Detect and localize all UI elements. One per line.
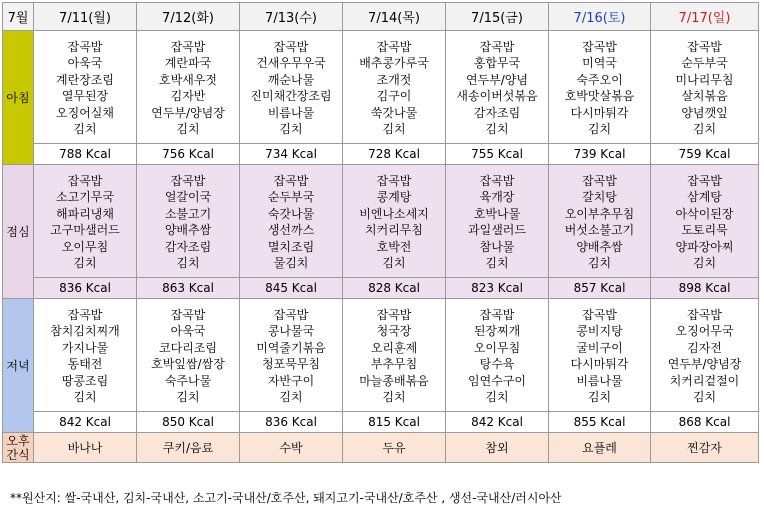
weekly-menu-table [2,2,759,463]
dish-item: 숙주나물 [164,373,212,388]
dish-item: 잡곡밥 [479,307,515,322]
dish-item: 잡곡밥 [273,39,309,54]
lunch-kcal-wed: 845 Kcal [240,278,343,299]
dish-item: 미나리무침 [675,72,734,87]
day-header-sat: 7/16(토) [549,3,651,31]
dish-item: 김치 [587,390,612,404]
dish-item: 배추콩가루국 [359,56,429,70]
dish-item: 잡곡밥 [687,307,722,322]
snack-label-line1: 오후 [6,433,30,448]
dish-item: 아욱국 [67,56,103,70]
dish-item: 청국장 [376,324,412,338]
dish-item: 김치 [73,122,97,136]
lunch-kcal-thu: 828 Kcal [343,278,446,299]
dinner-kcal-row [3,412,759,433]
dish-item: 된장찌개 [473,324,521,338]
dish-item: 계란파국 [164,56,212,70]
dish-item: 갈치탕 [582,190,617,204]
dish-item: 연두부/양념장 [667,357,742,371]
breakfast-menu-row [3,31,759,144]
lunch-kcal-fri: 823 Kcal [446,278,549,299]
dish-item: 김치 [176,256,200,270]
dish-item: 김치 [73,256,97,270]
dish-item: 땅콩조림 [61,373,109,388]
header-row [3,3,759,31]
dinner-kcal-fri: 842 Kcal [446,412,549,433]
dish-item: 김치 [485,122,509,136]
dish-item: 잡곡밥 [273,307,309,322]
snack-label-line2: 간식 [6,447,30,462]
dish-item: 양파장아찌 [675,239,734,254]
dish-item: 임연수구이 [468,373,526,388]
dish-item: 아삭이된장 [675,206,734,221]
dish-item: 오이무침 [473,340,521,355]
lunch-label: 점심 [3,165,34,299]
dish-item: 잡곡밥 [582,307,617,322]
dish-item: 비엔나소세지 [359,206,429,221]
lunch-cell-sat [549,165,651,278]
dish-item: 김자전 [687,340,722,355]
snack-label [3,433,34,463]
dish-item: 도토리묵 [681,223,728,237]
dish-item: 김치 [692,256,717,270]
dish-item: 버섯소불고기 [564,223,635,237]
dish-item: 김치 [382,390,406,404]
dish-item: 김치 [692,122,717,136]
dish-item: 얼갈이국 [164,190,212,204]
dish-item: 소고기무국 [56,190,114,204]
dish-item: 오이무침 [61,239,109,254]
day-header-sun: 7/17(일) [651,3,759,31]
breakfast-cell-tue [137,31,240,144]
dish-item: 김구이 [376,89,412,103]
dinner-kcal-mon: 842 Kcal [34,412,137,433]
dish-item: 멸치조림 [267,239,315,254]
origin-footnote: **원산지: 쌀-국내산, 김치-국내산, 소고기-국내산/호주산, 돼지고기-국내산/호주산 , 생선-국내산/러시아산 [10,491,562,505]
lunch-cell-sun [651,165,759,278]
dish-item: 자반구이 [267,373,315,388]
dish-item: 조개젓 [376,72,412,87]
dish-item: 연두부/양념 [465,72,528,87]
dish-item: 잡곡밥 [376,173,412,188]
dish-item: 양배추쌈 [164,223,212,237]
dish-item: 김치 [485,256,509,270]
dish-item: 미역줄기볶음 [256,340,326,355]
dish-item: 잡곡밥 [67,39,103,54]
dinner-kcal-thu: 815 Kcal [343,412,446,433]
lunch-kcal-mon: 836 Kcal [34,278,137,299]
snack-cell-sun: 찐감자 [651,433,759,463]
dish-item: 부추무침 [370,357,418,371]
lunch-cell-fri [446,165,549,278]
breakfast-kcal-sat: 739 Kcal [549,144,651,165]
dish-item: 잡곡밥 [67,173,103,188]
dish-item: 숙갓나물 [267,206,315,221]
dish-item: 코다리조림 [159,340,217,355]
dish-item: 가지나물 [61,340,109,355]
dish-item: 다시마튀각 [570,105,629,120]
breakfast-kcal-mon: 788 Kcal [34,144,137,165]
dinner-cell-wed [240,299,343,412]
dish-item: 김치 [587,256,612,270]
breakfast-kcal-fri: 755 Kcal [446,144,549,165]
dish-item: 계란장조림 [56,72,114,87]
dish-item: 잡곡밥 [687,173,722,188]
dish-item: 잡곡밥 [273,173,309,188]
dish-item: 김치 [279,390,303,404]
dish-item: 참치김치찌개 [50,324,120,338]
breakfast-kcal-tue: 756 Kcal [137,144,240,165]
dish-item: 비름나물 [267,105,315,120]
dish-item: 잡곡밥 [479,173,515,188]
dish-item: 김치 [382,122,406,136]
dish-item: 비름나물 [576,373,623,388]
dinner-label: 저녁 [3,299,34,433]
dish-item: 동태전 [67,357,103,371]
month-label: 7월 [3,3,34,31]
dish-item: 감자조림 [473,105,521,120]
snack-row [3,433,759,463]
dish-item: 호박맛살볶음 [564,89,635,103]
dinner-cell-mon [34,299,137,412]
dish-item: 김치 [176,122,200,136]
dish-item: 과일샐러드 [468,223,526,237]
day-header-wed: 7/13(수) [240,3,343,31]
dish-item: 탕수육 [479,357,515,371]
breakfast-kcal-sun: 759 Kcal [651,144,759,165]
day-header-tue: 7/12(화) [137,3,240,31]
dinner-kcal-sun: 868 Kcal [651,412,759,433]
dish-item: 청포묵무침 [262,357,320,371]
dish-item: 치커리무침 [365,223,423,237]
snack-cell-fri: 참외 [446,433,549,463]
dish-item: 오리훈제 [370,340,418,355]
dish-item: 잡곡밥 [376,39,412,54]
dish-item: 감자조림 [164,239,212,254]
lunch-cell-mon [34,165,137,278]
lunch-menu-row [3,165,759,278]
dish-item: 잡곡밥 [170,39,206,54]
breakfast-label: 아침 [3,31,34,165]
dish-item: 생선까스 [267,223,315,237]
breakfast-kcal-row [3,144,759,165]
dish-item: 깨순나물 [267,72,315,87]
dish-item: 쑥갓나물 [370,105,418,120]
dish-item: 김자반 [170,89,206,103]
dish-item: 소불고기 [164,206,212,221]
dish-item: 순두부국 [681,56,728,70]
lunch-cell-wed [240,165,343,278]
dish-item: 잡곡밥 [479,39,515,54]
breakfast-cell-fri [446,31,549,144]
dish-item: 잡곡밥 [582,39,617,54]
dish-item: 미역국 [582,56,617,70]
dish-item: 잡곡밥 [170,307,206,322]
dish-item: 굴비구이 [576,340,623,355]
dish-item: 연두부/양념장 [151,105,225,120]
dish-item: 김치 [176,390,200,404]
dish-item: 잡곡밥 [582,173,617,188]
breakfast-cell-sun [651,31,759,144]
dish-item: 다시마튀각 [570,357,629,371]
dish-item: 양배추쌈 [576,239,623,254]
dinner-kcal-sat: 855 Kcal [549,412,651,433]
dinner-kcal-wed: 836 Kcal [240,412,343,433]
dish-item: 건새우무우국 [256,56,326,70]
dish-item: 고구마샐러드 [50,223,120,237]
dish-item: 오징어실채 [56,105,114,120]
breakfast-kcal-thu: 728 Kcal [343,144,446,165]
dinner-cell-fri [446,299,549,412]
dish-item: 김치 [73,390,97,404]
breakfast-kcal-wed: 734 Kcal [240,144,343,165]
dish-item: 해파리냉채 [56,206,114,221]
dish-item: 아욱국 [170,324,206,338]
breakfast-cell-sat [549,31,651,144]
dinner-menu-row [3,299,759,412]
dish-item: 잡곡밥 [170,173,206,188]
dish-item: 호박전 [376,239,412,254]
dish-item: 숙주오이 [576,72,623,87]
dish-item: 마늘종배볶음 [359,373,429,388]
dish-item: 김치 [587,122,612,136]
dinner-kcal-tue: 850 Kcal [137,412,240,433]
lunch-kcal-row [3,278,759,299]
dish-item: 호박새우젓 [159,72,217,87]
day-header-mon: 7/11(월) [34,3,137,31]
dish-item: 김치 [279,122,303,136]
lunch-kcal-sat: 857 Kcal [549,278,651,299]
dish-item: 오이부추무침 [564,206,635,221]
dish-item: 김치 [692,390,717,404]
dinner-cell-thu [343,299,446,412]
day-header-thu: 7/14(목) [343,3,446,31]
day-header-fri: 7/15(금) [446,3,549,31]
dish-item: 호박잎쌈/쌈장 [151,357,225,371]
breakfast-cell-mon [34,31,137,144]
dish-item: 김치 [382,256,406,270]
dish-item: 오징어무국 [675,324,734,338]
dish-item: 육개장 [479,190,515,204]
dish-item: 콩계탕 [376,190,412,204]
dinner-cell-sun [651,299,759,412]
dinner-cell-sat [549,299,651,412]
snack-cell-tue: 쿠키/음료 [137,433,240,463]
dish-item: 삼계탕 [687,190,722,204]
dish-item: 홍합무국 [473,56,521,70]
breakfast-cell-wed [240,31,343,144]
lunch-cell-thu [343,165,446,278]
snack-cell-sat: 요플레 [549,433,651,463]
dish-item: 물김치 [273,256,309,270]
snack-cell-thu: 두유 [343,433,446,463]
dish-item: 콩나물국 [267,324,315,338]
dish-item: 살치볶음 [681,89,728,103]
dish-item: 김치 [485,390,509,404]
dish-item: 잡곡밥 [376,307,412,322]
dish-item: 순두부국 [267,190,315,204]
lunch-kcal-tue: 863 Kcal [137,278,240,299]
dish-item: 새송이버섯볶음 [456,89,538,103]
dish-item: 양념깻잎 [681,105,728,120]
dinner-cell-tue [137,299,240,412]
snack-cell-mon: 바나나 [34,433,137,463]
dish-item: 콩비지탕 [576,324,623,338]
dish-item: 참나물 [479,239,515,254]
dish-item: 잡곡밥 [67,307,103,322]
snack-cell-wed: 수박 [240,433,343,463]
dish-item: 열무된장 [61,89,109,103]
dish-item: 진미채간장조림 [250,89,332,103]
lunch-kcal-sun: 898 Kcal [651,278,759,299]
breakfast-cell-thu [343,31,446,144]
dish-item: 치커리겉절이 [669,373,740,388]
dish-item: 호박나물 [473,206,521,221]
dish-item: 잡곡밥 [687,39,722,54]
lunch-cell-tue [137,165,240,278]
